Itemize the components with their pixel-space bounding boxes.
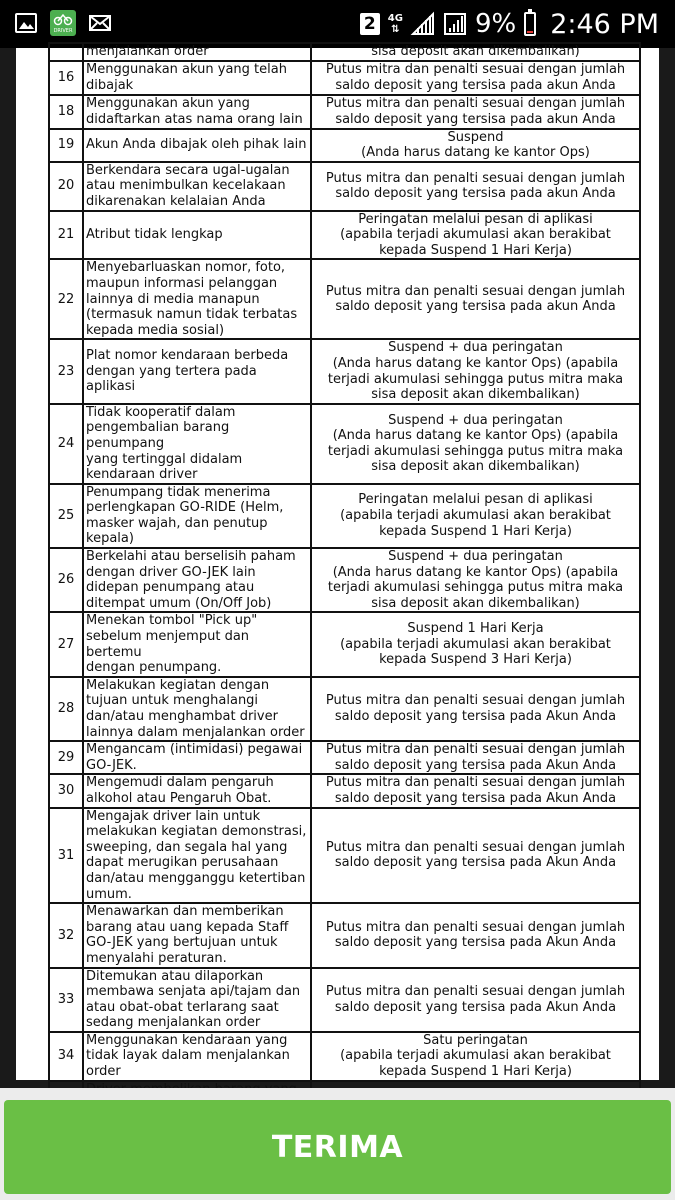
row-number-text: 22 xyxy=(57,291,75,307)
violation-cell-text: Menawarkan dan memberikan barang atau uang kepada Staff GO-JEK yang bertujuan untuk menyalahi peraturan. xyxy=(86,904,289,966)
penalty-cell xyxy=(311,162,640,211)
violation-cell-text: Menggunakan kendaraan yang tidak layak dalam menjalankan order xyxy=(86,1032,290,1080)
row-number-text: 20 xyxy=(57,178,75,194)
penalty-cell xyxy=(311,741,640,774)
penalty-cell-text: Suspend 1 Hari Kerja (apabila terjadi akumulasi akan berakibat kepada Suspend 3 Hari Kerja) xyxy=(340,621,611,668)
penalty-cell-text: Suspend + dua peringatan (Anda harus datang ke kantor Ops) (apabila terjadi akumulasi sehingga putus mitra maka sisa deposit akan dikembalikan) xyxy=(327,340,624,403)
penalty-cell xyxy=(311,339,640,403)
mail-icon xyxy=(88,11,112,35)
penalty-cell xyxy=(311,61,640,95)
row-number xyxy=(49,677,83,741)
row-number-text: 33 xyxy=(57,991,75,1007)
penalty-cell xyxy=(311,404,640,484)
violation-cell-text: Atribut tidak lengkap xyxy=(86,227,223,243)
row-number-text: 25 xyxy=(57,508,75,524)
violation-cell-text: Menggunakan akun yang telah dibajak xyxy=(86,62,287,93)
violation-cell-text: Ditemukan atau dilaporkan membawa senjata api/tajam dan atau obat-obat terlarang saat sedang menjalankan order xyxy=(86,968,301,1031)
battery-icon xyxy=(524,12,536,36)
notification-icons xyxy=(14,10,112,36)
row-number-text: 16 xyxy=(57,69,75,85)
row-number xyxy=(49,548,83,612)
penalty-cell-text: sisa deposit akan dikembalikan) xyxy=(371,44,580,59)
penalty-cell xyxy=(311,774,640,807)
row-number-text: 18 xyxy=(57,103,75,119)
row-number xyxy=(49,162,83,211)
penalty-cell-text: Putus mitra dan penalti sesuai dengan jumlah saldo deposit yang tersisa pada akun Anda xyxy=(325,170,626,202)
violation-table xyxy=(48,42,641,1177)
row-number xyxy=(49,404,83,484)
table-row xyxy=(49,43,640,61)
row-number-text: 28 xyxy=(57,701,75,717)
system-icons xyxy=(360,6,659,42)
signal-icon xyxy=(443,12,467,36)
accept-button[interactable]: TERIMA xyxy=(4,1100,671,1194)
violation-cell xyxy=(83,774,311,807)
row-number xyxy=(49,61,83,95)
table-row xyxy=(49,129,640,162)
violation-cell xyxy=(83,677,311,741)
signal-icon xyxy=(411,12,435,36)
row-number xyxy=(49,774,83,807)
penalty-cell-text: Putus mitra dan penalti sesuai dengan jumlah saldo deposit yang tersisa pada akun Anda xyxy=(325,96,626,127)
terms-document[interactable] xyxy=(16,44,659,1080)
violation-cell xyxy=(83,339,311,403)
violation-cell-text: menjalankan order xyxy=(86,44,209,59)
penalty-cell-text: Putus mitra dan penalti sesuai dengan jumlah saldo deposit yang tersisa pada Akun Anda xyxy=(325,775,626,806)
violation-cell xyxy=(83,968,311,1032)
table-row xyxy=(49,95,640,129)
violation-cell-text: Mengemudi dalam pengaruh alkohol atau Pengaruh Obat. xyxy=(86,775,274,806)
row-number xyxy=(49,1032,83,1081)
4g-data-icon: 4G ⇅ xyxy=(387,13,403,35)
table-row xyxy=(49,612,640,676)
penalty-cell-text: Peringatan melalui pesan di aplikasi (apabila terjadi akumulasi akan berakibat kepada Suspend 1 Hari Kerja) xyxy=(340,211,611,258)
violation-cell xyxy=(83,259,311,339)
violation-cell xyxy=(83,61,311,95)
network-type: 4G xyxy=(387,13,403,24)
violation-cell xyxy=(83,162,311,211)
row-number-text: 19 xyxy=(57,137,75,153)
penalty-cell xyxy=(311,211,640,260)
table-row xyxy=(49,162,640,211)
row-number xyxy=(49,211,83,260)
penalty-cell-text: Putus mitra dan penalti sesuai dengan jumlah saldo deposit yang tersisa pada Akun Anda xyxy=(325,839,626,871)
penalty-cell xyxy=(311,548,640,612)
table-row xyxy=(49,968,640,1032)
row-number xyxy=(49,43,83,61)
table-row xyxy=(49,677,640,741)
table-row xyxy=(49,484,640,548)
table-row xyxy=(49,211,640,260)
accept-bar xyxy=(0,1088,675,1200)
row-number xyxy=(49,339,83,403)
table-row xyxy=(49,903,640,967)
penalty-cell-text: Peringatan melalui pesan di aplikasi (apabila terjadi akumulasi akan berakibat kepada Suspend 1 Hari Kerja) xyxy=(340,492,611,539)
table-row xyxy=(49,259,640,339)
violation-cell xyxy=(83,404,311,484)
row-number xyxy=(49,741,83,774)
violation-cell-text: Mengancam (intimidasi) pegawai GO-JEK. xyxy=(86,742,303,773)
row-number xyxy=(49,612,83,676)
penalty-cell-text: Putus mitra dan penalti sesuai dengan jumlah saldo deposit yang tersisa pada Akun Anda xyxy=(325,742,626,773)
violation-cell-text: Menekan tombol "Pick up" sebelum menjemput dan bertemu dengan penumpang. xyxy=(86,613,258,676)
violation-cell-text: Penumpang tidak menerima perlengkapan GO-RIDE (Helm, masker wajah, dan penutup kepala) xyxy=(86,484,284,547)
row-number-text: 31 xyxy=(57,847,75,863)
row-number xyxy=(49,484,83,548)
violation-cell xyxy=(83,903,311,967)
row-number-text: 21 xyxy=(57,227,75,243)
violation-cell-text: Plat nomor kendaraan berbeda dengan yang tertera pada aplikasi xyxy=(86,348,289,395)
violation-cell-text: Berkelahi atau berselisih paham dengan driver GO-JEK lain didepan penumpang atau ditempat umum (On/Off Job) xyxy=(86,549,296,611)
violation-cell xyxy=(83,95,311,129)
battery-percent: 9% xyxy=(474,9,517,39)
violation-cell-text: Menggunakan akun yang didaftarkan atas nama orang lain xyxy=(86,96,303,127)
table-row xyxy=(49,404,640,484)
table-row xyxy=(49,61,640,95)
table-row xyxy=(49,339,640,403)
penalty-cell-text: Putus mitra dan penalti sesuai dengan jumlah saldo deposit yang tersisa pada Akun Anda xyxy=(325,693,626,724)
row-number-text: 24 xyxy=(57,435,75,451)
row-number-text: 27 xyxy=(57,636,75,652)
violation-cell xyxy=(83,548,311,612)
penalty-cell xyxy=(311,677,640,741)
violation-cell xyxy=(83,1032,311,1081)
penalty-cell-text: Satu peringatan (apabila terjadi akumulasi akan berakibat kepada Suspend 1 Hari Kerja) xyxy=(340,1032,611,1080)
violation-cell-text: Akun Anda dibajak oleh pihak lain xyxy=(86,137,307,153)
violation-cell xyxy=(83,808,311,904)
penalty-cell xyxy=(311,968,640,1032)
penalty-cell xyxy=(311,95,640,129)
violation-cell xyxy=(83,43,311,61)
penalty-cell xyxy=(311,259,640,339)
row-number xyxy=(49,903,83,967)
violation-cell-text: Menyebarluaskan nomor, foto, maupun informasi pelanggan lainnya di media manapun (termasuk namun tidak terbatas kepada media sosial) xyxy=(86,260,298,338)
violation-cell xyxy=(83,129,311,162)
violation-cell xyxy=(83,612,311,676)
violation-cell-text: Berkendara secara ugal-ugalan atau menimbulkan kecelakaan dikarenakan kelalaian Anda xyxy=(86,162,290,209)
row-number xyxy=(49,808,83,904)
violation-cell-text: Tidak kooperatif dalam pengembalian barang penumpang yang tertinggal didalam kendaraan driver xyxy=(86,404,243,483)
violation-cell xyxy=(83,211,311,260)
penalty-cell xyxy=(311,903,640,967)
row-number xyxy=(49,95,83,129)
image-icon xyxy=(14,11,38,35)
penalty-cell-text: Suspend + dua peringatan (Anda harus datang ke kantor Ops) (apabila terjadi akumulasi sehingga putus mitra maka sisa deposit akan dikembalikan) xyxy=(327,412,624,475)
table-row xyxy=(49,1032,640,1081)
status-bar xyxy=(0,0,675,48)
row-number xyxy=(49,259,83,339)
penalty-cell xyxy=(311,43,640,61)
table-row xyxy=(49,741,640,774)
clock: 2:46 PM xyxy=(550,8,659,40)
row-number xyxy=(49,968,83,1032)
penalty-cell-text: Putus mitra dan penalti sesuai dengan jumlah saldo deposit yang tersisa pada akun Anda xyxy=(325,283,626,315)
violation-cell xyxy=(83,484,311,548)
violation-cell-text: Mengajak driver lain untuk melakukan kegiatan demonstrasi, sweeping, dan segala hal yang dapat merugikan perusahaan dan/atau mengganggu ketertiban umum. xyxy=(86,808,307,902)
sim-2-icon: 2 xyxy=(360,13,380,35)
violation-cell xyxy=(83,741,311,774)
penalty-cell xyxy=(311,484,640,548)
penalty-cell-text: Suspend + dua peringatan (Anda harus datang ke kantor Ops) (apabila terjadi akumulasi sehingga putus mitra maka sisa deposit akan dikembalikan) xyxy=(327,549,624,611)
penalty-cell-text: Putus mitra dan penalti sesuai dengan jumlah saldo deposit yang tersisa pada akun Anda xyxy=(325,62,626,93)
row-number xyxy=(49,129,83,162)
penalty-cell-text: Suspend (Anda harus datang ke kantor Ops) xyxy=(361,129,590,161)
row-number-text: 23 xyxy=(57,363,75,379)
row-number-text: 29 xyxy=(57,749,75,765)
table-row xyxy=(49,774,640,807)
penalty-cell xyxy=(311,129,640,162)
penalty-cell xyxy=(311,1032,640,1081)
violation-table-body xyxy=(49,43,640,1176)
row-number-text: 32 xyxy=(57,927,75,943)
table-row xyxy=(49,548,640,612)
penalty-cell xyxy=(311,808,640,904)
penalty-cell-text: Putus mitra dan penalti sesuai dengan jumlah saldo deposit yang tersisa pada Akun Anda xyxy=(325,984,626,1015)
table-row xyxy=(49,808,640,904)
violation-cell-text: Melakukan kegiatan dengan tujuan untuk menghalangi dan/atau menghambat driver lainnya dalam menjalankan order xyxy=(86,677,305,740)
penalty-cell-text: Putus mitra dan penalti sesuai dengan jumlah saldo deposit yang tersisa pada Akun Anda xyxy=(325,919,626,951)
gojek-driver-app-icon: DRIVER xyxy=(50,10,76,36)
row-number-text: 26 xyxy=(57,572,75,588)
row-number-text: 34 xyxy=(57,1048,75,1064)
penalty-cell xyxy=(311,612,640,676)
row-number-text: 30 xyxy=(57,783,75,799)
